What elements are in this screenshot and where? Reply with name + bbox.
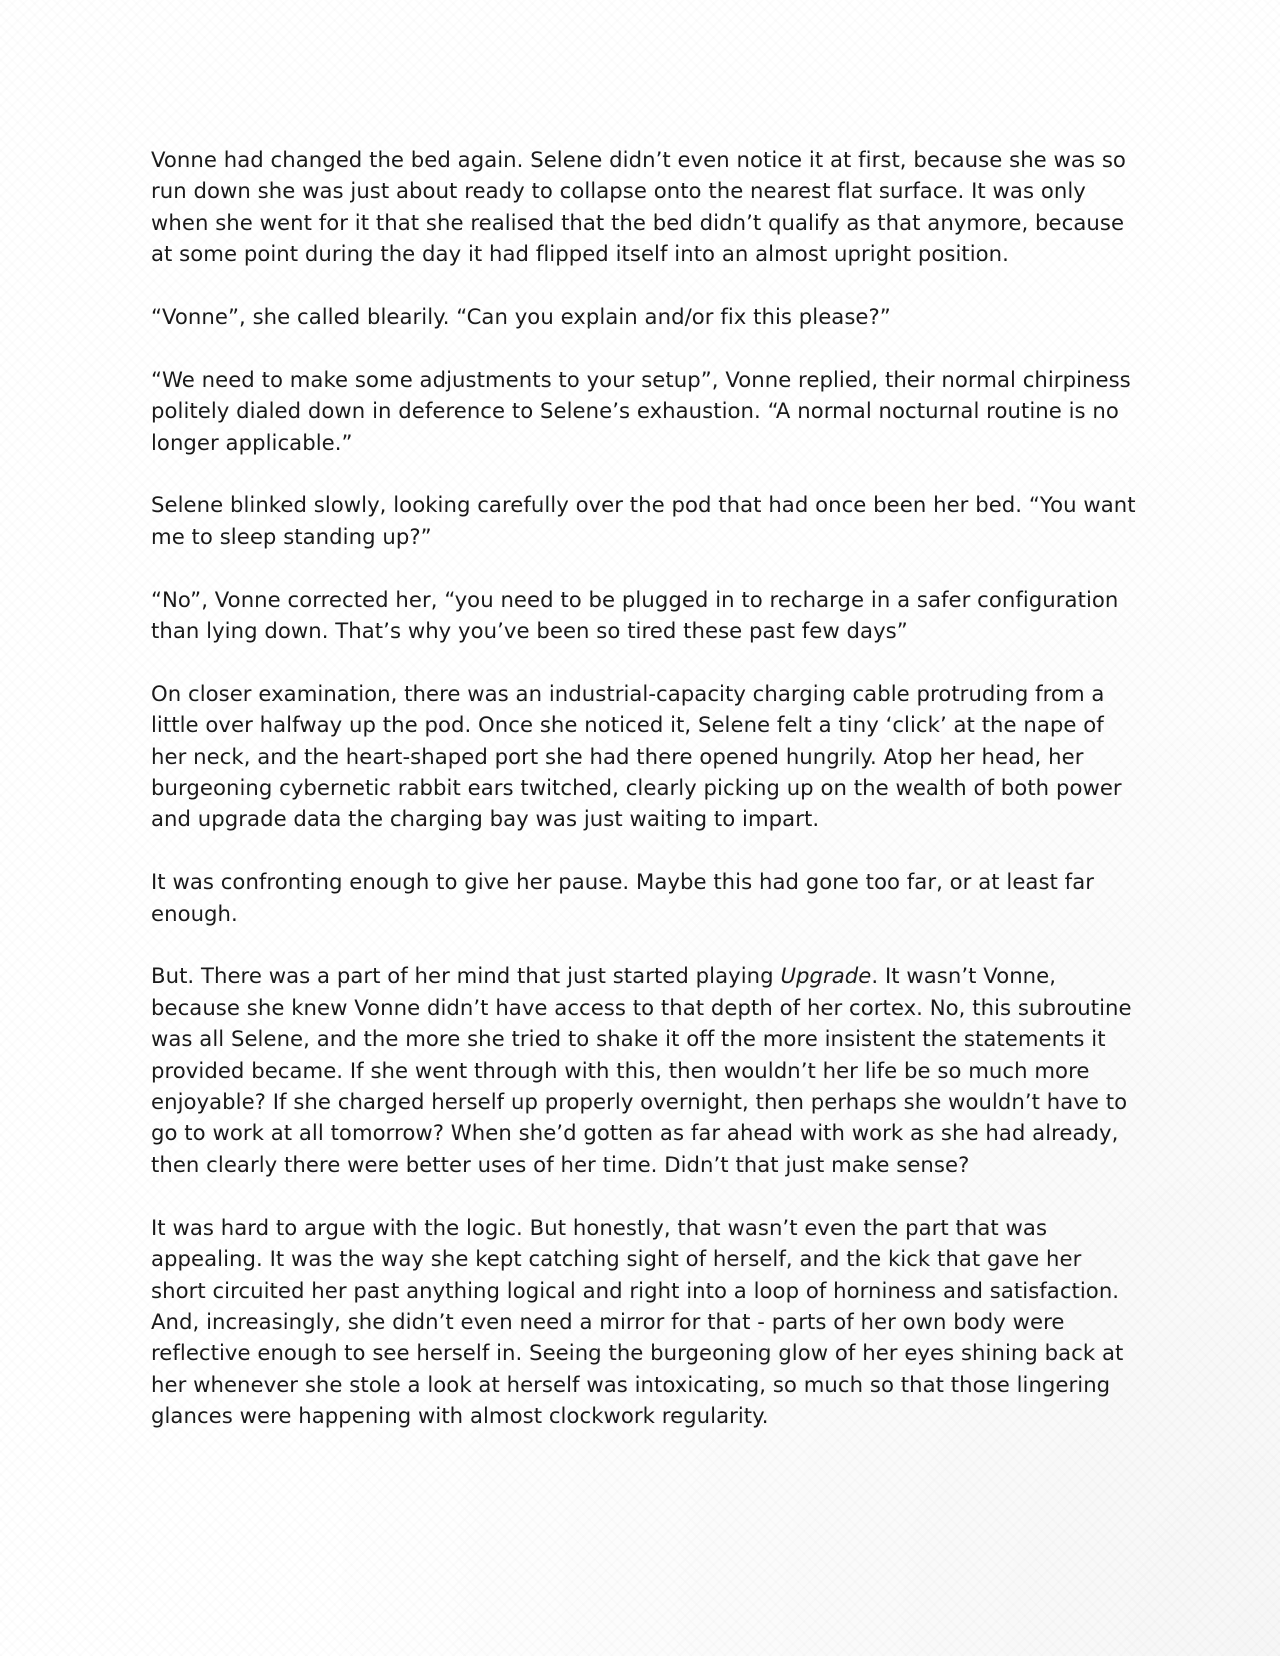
- paragraph-5: “No”, Vonne corrected her, “you need to be plugged in to recharge in a safer configuration than lying down. That’s why you’ve been so tired these past few days”: [151, 586, 1119, 644]
- paragraph-1: Vonne had changed the bed again. Selene didn’t even notice it at first, because she was so run down she was just about ready to collapse onto the nearest flat surface. It was only when she went for it that she realised that the bed didn’t qualify as that anymore, because at some point during the day it had flipped itself into an almost upright position.: [151, 147, 1126, 267]
- paragraph-2: “Vonne”, she called blearily. “Can you explain and/or fix this please?”: [151, 304, 891, 330]
- paragraph-8: [151, 960, 1141, 1180]
- paragraph-8-italic-title: Upgrade: [780, 963, 872, 989]
- paragraph-4: Selene blinked slowly, looking carefully over the pod that had once been her bed. “You want me to sleep standing up?”: [151, 492, 1136, 549]
- paragraph-8-rest: . It wasn’t Vonne, because she knew Vonne didn’t have access to that depth of her cortex. No, this subroutine was all Selene, and the more she tried to shake it off the more insistent the statements it provided became. If she went through with this, then wouldn’t her life be so much more enjoyable? If she charged herself up properly overnight, then perhaps she wouldn’t have to go to work at all tomorrow? When she’d gotten as far ahead with work as she had already, then clearly there were better uses of her time. Didn’t that just make sense?: [151, 963, 1132, 1177]
- paragraph-3: “We need to make some adjustments to your setup”, Vonne replied, their normal chirpiness politely dialed down in deference to Selene’s exhaustion. “A normal nocturnal routine is no longer applicable.”: [151, 366, 1131, 455]
- paragraph-9: It was hard to argue with the logic. But honestly, that wasn’t even the part that was appealing. It was the way she kept catching sight of herself, and the kick that gave her short circuited her past anything logical and right into a loop of horniness and satisfaction. And, increasingly, she didn’t even need a mirror for that - parts of her own body were reflective enough to see herself in. Seeing the burgeoning glow of her eyes shining back at her whenever she stole a look at herself was intoxicating, so much so that those lingering glances were happening with almost clockwork regularity.: [151, 1214, 1124, 1429]
- story-text: [151, 144, 1141, 1463]
- paragraph-6: On closer examination, there was an industrial-capacity charging cable protruding from a little over halfway up the pod. Once she noticed it, Selene felt a tiny ‘click’ at the nape of her neck, and the heart-shaped port she had there opened hungrily. Atop her head, her burgeoning cybernetic rabbit ears twitched, clearly picking up on the wealth of both power and upgrade data the charging bay was just waiting to impart.: [151, 680, 1122, 832]
- paragraph-8-start: But. There was a part of her mind that just started playing: [151, 963, 781, 989]
- paragraph-7: It was confronting enough to give her pause. Maybe this had gone too far, or at least far enough.: [151, 869, 1094, 926]
